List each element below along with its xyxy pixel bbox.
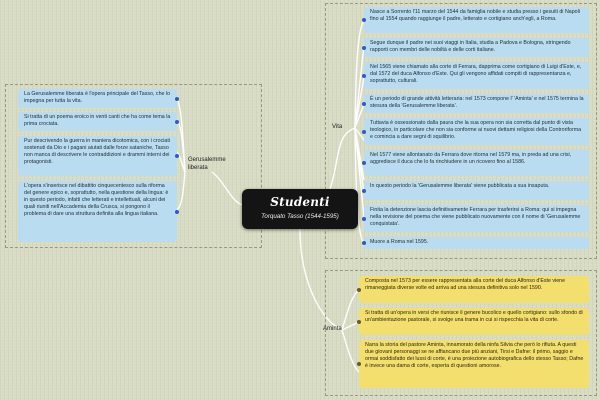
bullet-icon bbox=[362, 217, 366, 221]
bullet-icon bbox=[175, 120, 179, 124]
aminta-note[interactable]: Narra la storia del pastore Aminta, innamorato della ninfa Silvia che però lo rifiuta. A questi due giovani personaggi se ne affiancano due più anziani, Tirsi e Dafne: il primo, saggio e ormai soddisfatto dei lussi di corte, è una proiezione autobiografica dello stesso Tasso; Dafne è invece una dama di corte, esperta di questioni amorose. bbox=[359, 340, 589, 388]
vita-note[interactable]: Nasce a Sorrento l'11 marzo del 1544 da famiglia nobile e studia presso i gesuiti di Napoli fino al 1554 quando raggiunge il padre, letterato e cortigiano anch'egli, a Roma. bbox=[364, 7, 589, 33]
branch-vita[interactable]: Vita bbox=[332, 124, 343, 130]
bullet-icon bbox=[357, 362, 361, 366]
bullet-icon bbox=[175, 97, 179, 101]
bullet-icon bbox=[362, 74, 366, 78]
vita-note[interactable]: In questo periodo la 'Gerusalemme liberata' viene pubblicata a sua insaputa. bbox=[364, 181, 589, 200]
bullet-icon bbox=[362, 130, 366, 134]
bullet-icon bbox=[362, 161, 366, 165]
gerusalemme-note[interactable]: La Gerusalemme liberata è l'opera principale del Tasso, che lo impegna per tutta la vita. bbox=[18, 89, 177, 108]
central-subtitle: Torquato Tasso (1544-1595) bbox=[261, 213, 339, 220]
gerusalemme-note[interactable]: Si tratta di un poema eroico in venti canti che ha come tema la prima crociata. bbox=[18, 112, 177, 131]
aminta-note[interactable]: Composta nel 1573 per essere rappresentata alla corte del duca Alfonso d'Este viene rimaneggiata diverse volte ed arriva ad una stesura definitiva solo nel 1590. bbox=[359, 276, 589, 303]
branch-aminta[interactable]: Aminta bbox=[323, 326, 342, 332]
bullet-icon bbox=[175, 154, 179, 158]
vita-note[interactable]: Nel 1565 viene chiamato alla corte di Ferrara, dapprima come cortigiano di Luigi d'Este, e, dal 1572 del duca Alfonso d'Este. Qui gli vengono affidati compiti di rappresentanza e, soprattutto, culturali. bbox=[364, 62, 589, 89]
aminta-note[interactable]: Si tratta di un'opera in versi che riunisce il genere bucolico e quello cortigiano: sullo sfondo di un'ambientazione pastorale, si svolge una trama in cui si rispecchia la vita di corte. bbox=[359, 308, 589, 335]
bullet-icon bbox=[357, 320, 361, 324]
central-topic[interactable] bbox=[242, 189, 358, 229]
gerusalemme-note[interactable]: Pur descrivendo la guerra in maniera dicotomica, con i crociati sostenuti da Dio e i pagani aiutati dalle forze sataniche, Tasso non manca di descrivere le contraddizioni e drammi interni dei protagonisti. bbox=[18, 136, 177, 176]
vita-note[interactable]: Muore a Roma nel 1595. bbox=[364, 237, 589, 249]
vita-note[interactable]: Tuttavia è ossessionato dalla paura che la sua opera non sia corretta dal punto di vista teologico, in particolare che non sia conforme ai nuovi dettami religiosi della Controriforma e comincia a dare segni di squilibrio. bbox=[364, 118, 589, 145]
branch-gerusalemme[interactable]: Gerusalemme liberata bbox=[188, 157, 226, 171]
bullet-icon bbox=[362, 46, 366, 50]
gerusalemme-note[interactable]: L'opera s'inserisce nel dibattito cinquecentesco sulla riforma del genere epico e, soprattutto, nella questione della lingua: è in questo periodo, infatti che letterati e intellettuali, alcuni dei quali riuniti nell'Accademia della Crusca, si pongono il problema di dare una struttura definita alla lingua italiana. bbox=[18, 181, 177, 242]
vita-note[interactable]: Nel 1577 viene allontanato da Ferrara dove ritorna nel 1579 ma, in preda ad una crisi, aggredisce il duca che lo fa rinchiudere in un ricovero fino al 1586. bbox=[364, 150, 589, 176]
bullet-icon bbox=[362, 18, 366, 22]
bullet-icon bbox=[362, 189, 366, 193]
bullet-icon bbox=[362, 241, 366, 245]
vita-note[interactable]: È un periodo di grande attività letteraria: nel 1573 compone l' 'Aminta' e nel 1575 termina la stesura della 'Gerusalemme liberata'. bbox=[364, 94, 589, 113]
brand-logo: Studenti bbox=[270, 195, 330, 209]
vita-note[interactable]: Segue dunque il padre nei suoi viaggi in Italia, studia a Padova e Bologna, stringendo rapporti con membri delle nobiltà e delle corti italiane. bbox=[364, 38, 589, 57]
vita-note[interactable]: Finita la detenzione lascia definitivamente Ferrara per trasferirsi a Roma: qui si impegna nella revisione del poema che viene pubblicato nuovamente con il nome di 'Gerusalemme conquistata'. bbox=[364, 205, 589, 232]
bullet-icon bbox=[362, 102, 366, 106]
bullet-icon bbox=[357, 288, 361, 292]
bullet-icon bbox=[175, 210, 179, 214]
